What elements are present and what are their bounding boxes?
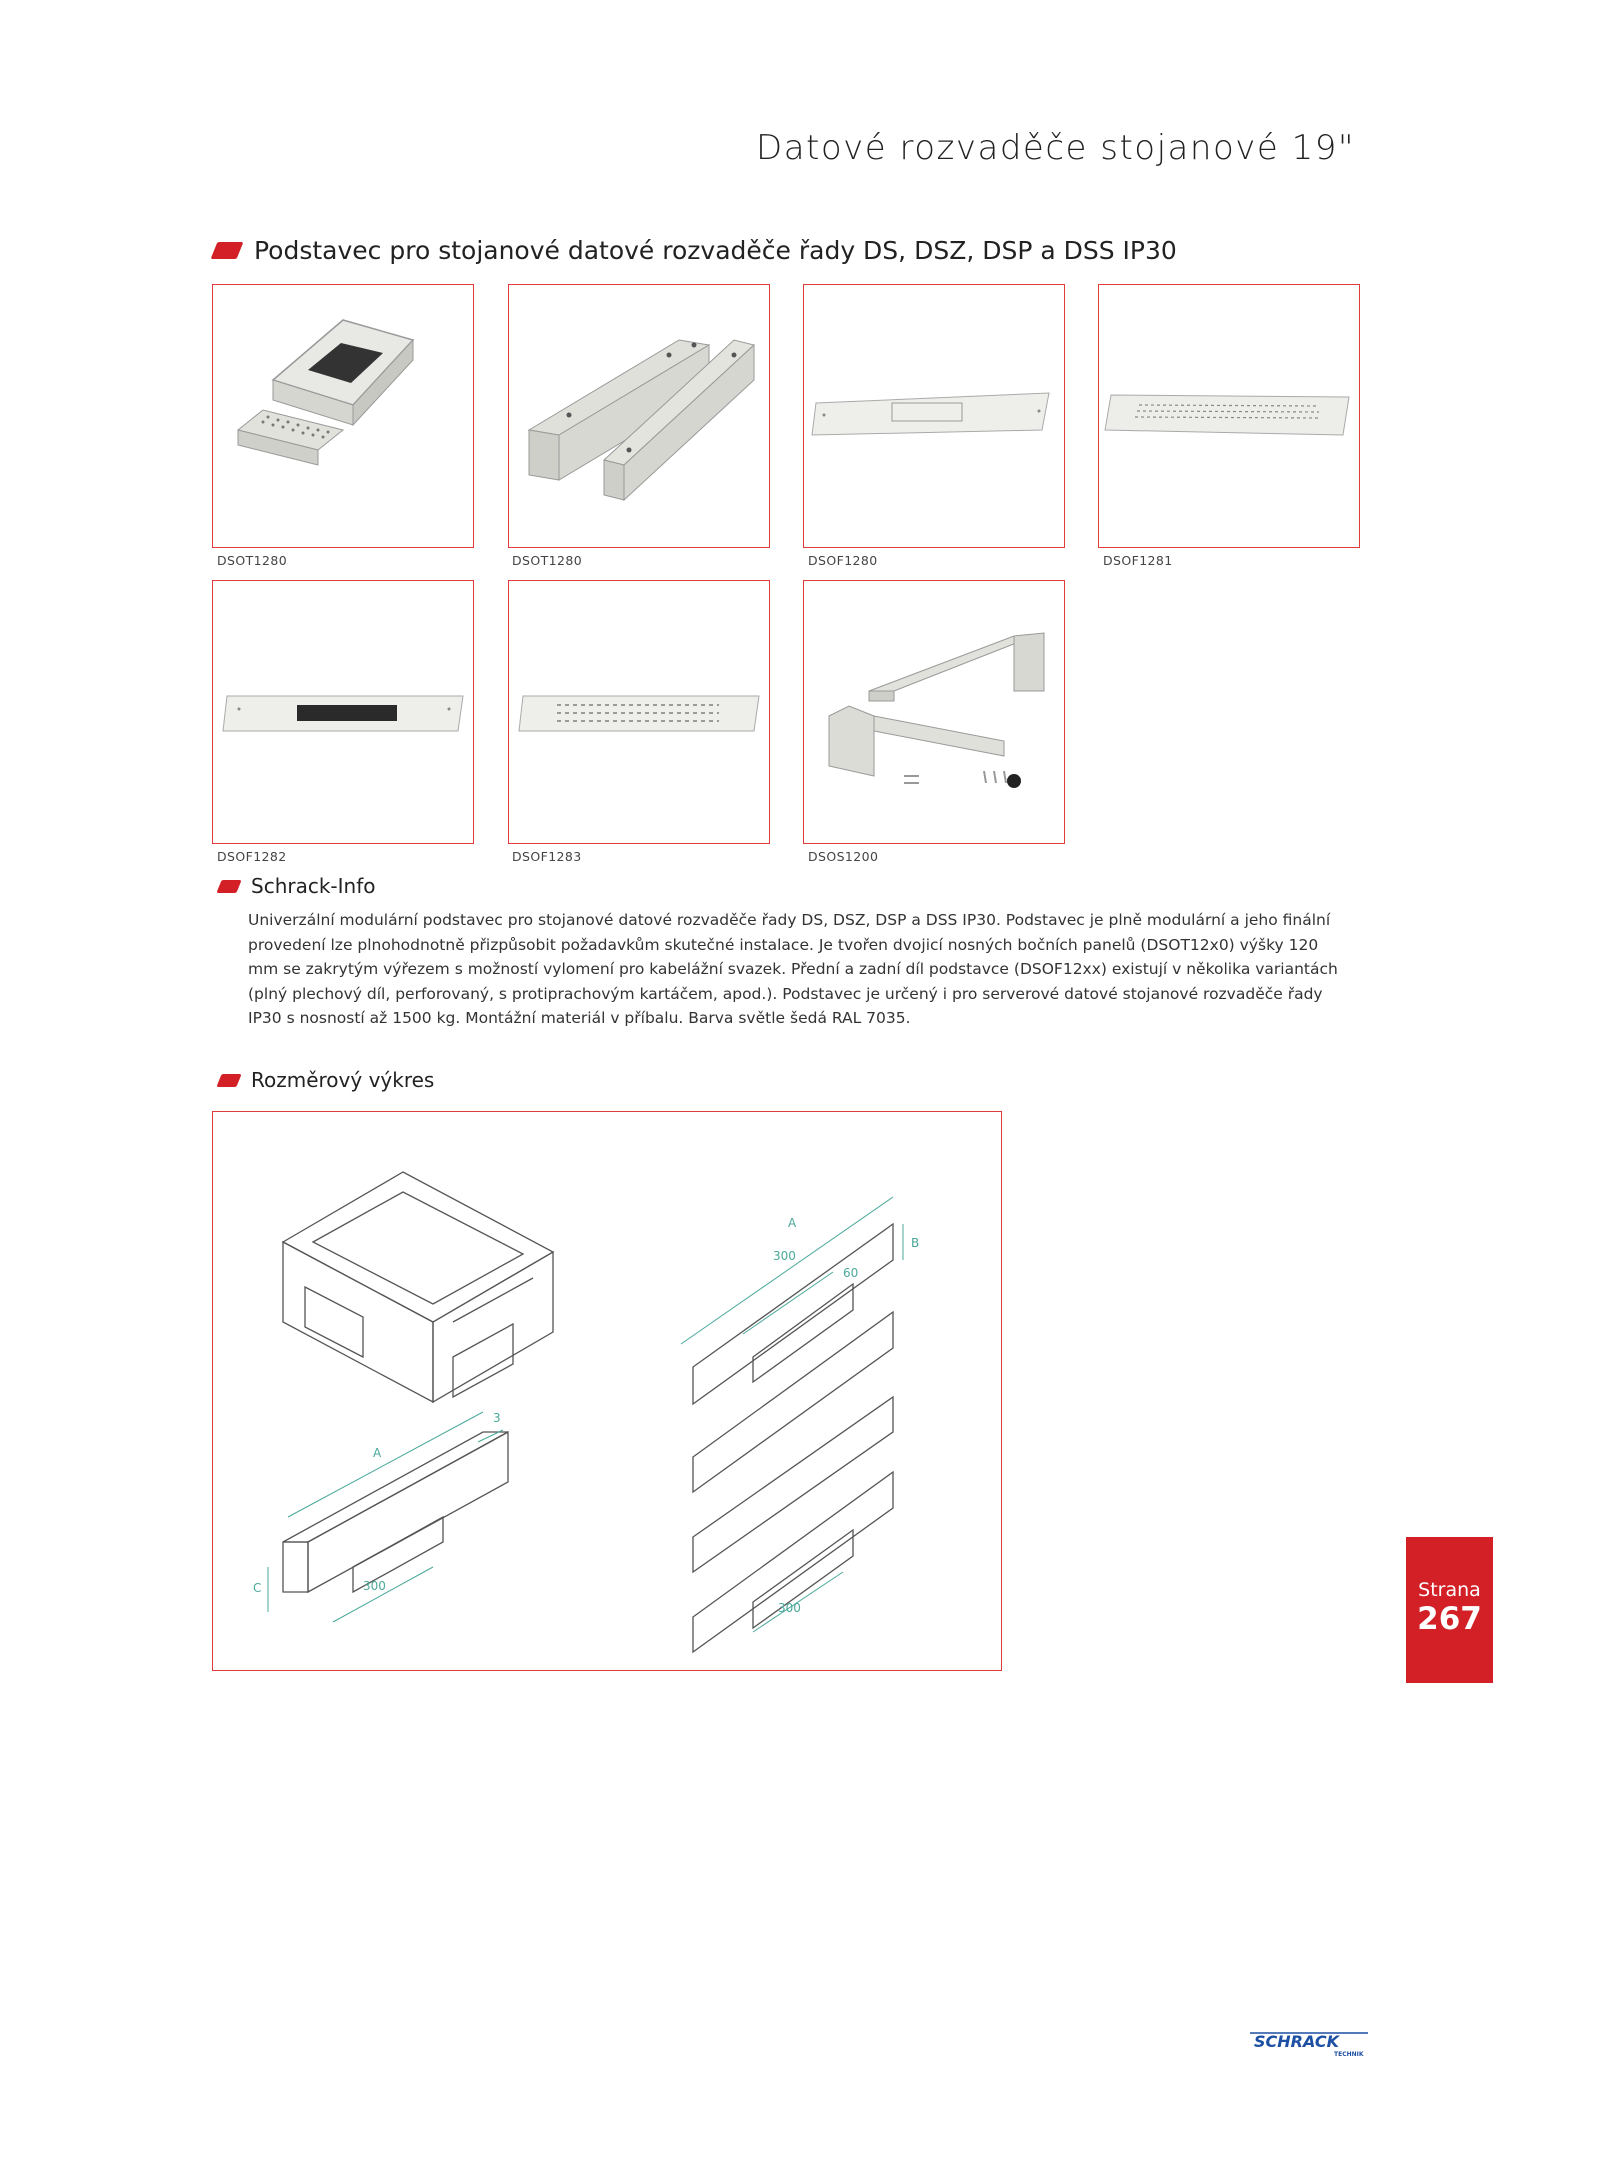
- dimension-drawing: [212, 1111, 1002, 1671]
- red-bullet-icon: [211, 242, 244, 259]
- plate-brush-image: [213, 581, 472, 842]
- product-card[interactable]: [1098, 284, 1360, 548]
- dim-label-300: 300: [363, 1579, 386, 1593]
- product-card[interactable]: [212, 284, 474, 548]
- logo-sub: TECHNIK: [1334, 2051, 1364, 2058]
- drawing-title: Rozměrový výkres: [251, 1068, 435, 1092]
- dim-label-a-plate: A: [788, 1216, 797, 1230]
- side-panels-image: [509, 285, 768, 546]
- info-heading: [219, 874, 376, 898]
- section-heading: [214, 236, 1177, 265]
- page-title: Datové rozvaděče stojanové 19": [756, 128, 1355, 168]
- product-code: DSOF1280: [808, 553, 878, 568]
- info-text: Univerzální modulární podstavec pro stojanové datové rozvaděče řady DS, DSZ, DSP a DSS IP30. Podstavec je plně modulární a jeho finální provedení lze plnohodnotně přizpůsobit požadavkům skutečné instalace. Je tvořen dvojicí nosných bočních panelů (DSOT12x0) výšky 120 mm se zakrytým výřezem s možností vylomení pro kabelážní svazek. Přední a zadní díl podstavce (DSOF12xx) existují v několika variantách (plný plechový díl, perforovaný, s protiprachovým kartáčem, apod.). Podstavec je určený i pro serverové datové stojanové rozvaděče řady IP30 s nosností až 1500 kg. Montážní materiál v příbalu. Barva světle šedá RAL 7035.: [248, 911, 1338, 1027]
- page-number: 267: [1417, 1601, 1482, 1637]
- red-bullet-icon: [216, 1074, 241, 1087]
- dim-label-300-bottom: 300: [778, 1601, 801, 1615]
- product-code: DSOF1281: [1103, 553, 1173, 568]
- product-code: DSOT1280: [217, 553, 288, 568]
- base-frame-image: [213, 285, 472, 546]
- product-card[interactable]: [212, 580, 474, 844]
- dim-label-300-plate: 300: [773, 1249, 796, 1263]
- dim-label-60: 60: [843, 1266, 859, 1280]
- logo-text: SCHRACK: [1254, 2032, 1340, 2051]
- drawing-heading: [219, 1068, 434, 1092]
- plate-cutout-image: [804, 285, 1063, 546]
- plate-perforated-image: [1099, 285, 1358, 546]
- product-card[interactable]: [803, 284, 1065, 548]
- schrack-logo: [1246, 2027, 1370, 2059]
- red-bullet-icon: [216, 880, 241, 893]
- dim-label-a: A: [373, 1446, 382, 1460]
- page-label: Strana: [1418, 1579, 1481, 1601]
- plate-holes-image: [509, 581, 768, 842]
- product-code: DSOT1280: [512, 553, 583, 568]
- page-number-tab: [1406, 1537, 1493, 1683]
- dim-label-3: 3: [493, 1411, 501, 1425]
- product-card[interactable]: [803, 580, 1065, 844]
- info-title: Schrack-Info: [251, 874, 376, 898]
- product-code: DSOS1200: [808, 849, 879, 864]
- product-code: DSOF1282: [217, 849, 287, 864]
- product-code: DSOF1283: [512, 849, 582, 864]
- product-card[interactable]: [508, 580, 770, 844]
- product-card[interactable]: [508, 284, 770, 548]
- section-title: Podstavec pro stojanové datové rozvaděče řady DS, DSZ, DSP a DSS IP30: [254, 236, 1177, 265]
- dim-label-b: B: [911, 1236, 920, 1250]
- dim-label-c: C: [253, 1581, 262, 1595]
- stabilizer-image: [804, 581, 1063, 842]
- technical-drawing: [213, 1112, 1000, 1669]
